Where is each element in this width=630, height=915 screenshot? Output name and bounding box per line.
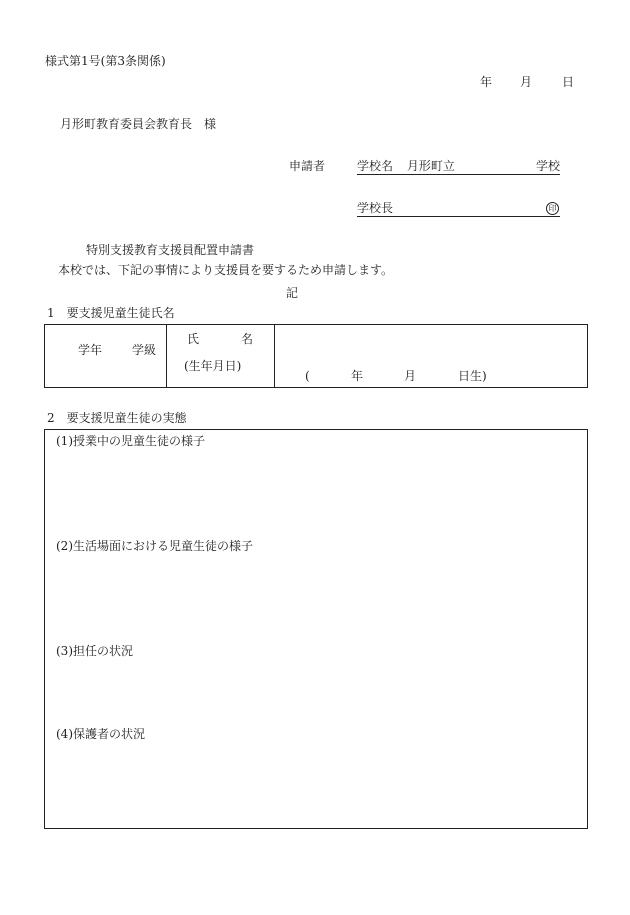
section2-heading: 2 要支援児童生徒の実態 [47,411,187,425]
birth-month: 月 [404,369,417,383]
status-item: (1)授業中の児童生徒の様子 [56,434,205,448]
birth-open: ( [305,369,310,383]
section1-heading: 1 要支援児童生徒氏名 [47,306,175,320]
document-title: 特別支援教育支援員配置申請書 [86,243,255,257]
status-item: (4)保護者の状況 [56,727,145,741]
date-month-label: 月 [520,75,533,89]
intro-text: 本校では、下記の事情により支援員を要するため申請します。 [58,263,394,277]
birth-year: 年 [351,369,364,383]
grade-label: 学年 [78,343,103,357]
table-divider [166,324,167,388]
class-label: 学級 [132,343,157,357]
status-item: (2)生活場面における児童生徒の様子 [56,539,253,553]
school-prefix: 月形町立 [406,159,455,173]
addressee: 月形町教育委員会教育長 様 [60,117,217,131]
name-label-2: 名 [241,332,254,346]
school-suffix: 学校 [535,159,560,173]
principal-label: 学校長 [357,201,394,215]
ki-mark: 記 [286,286,299,300]
name-label-1: 氏 [187,332,200,346]
student-status-box [44,429,588,829]
table-divider [274,324,275,388]
birthdate-label: (生年月日) [184,359,242,373]
school-name-line [357,160,560,175]
form-number: 様式第1号(第3条関係) [45,54,166,68]
school-name-label: 学校名 [357,159,394,173]
applicant-label: 申請者 [289,159,326,173]
principal-line [357,202,560,217]
seal-icon: 印 [546,202,559,215]
status-item: (3)担任の状況 [56,644,133,658]
student-name-table [44,324,588,388]
date-year-label: 年 [480,75,493,89]
birth-day-close: 日生) [458,369,487,383]
date-day-label: 日 [562,75,575,89]
